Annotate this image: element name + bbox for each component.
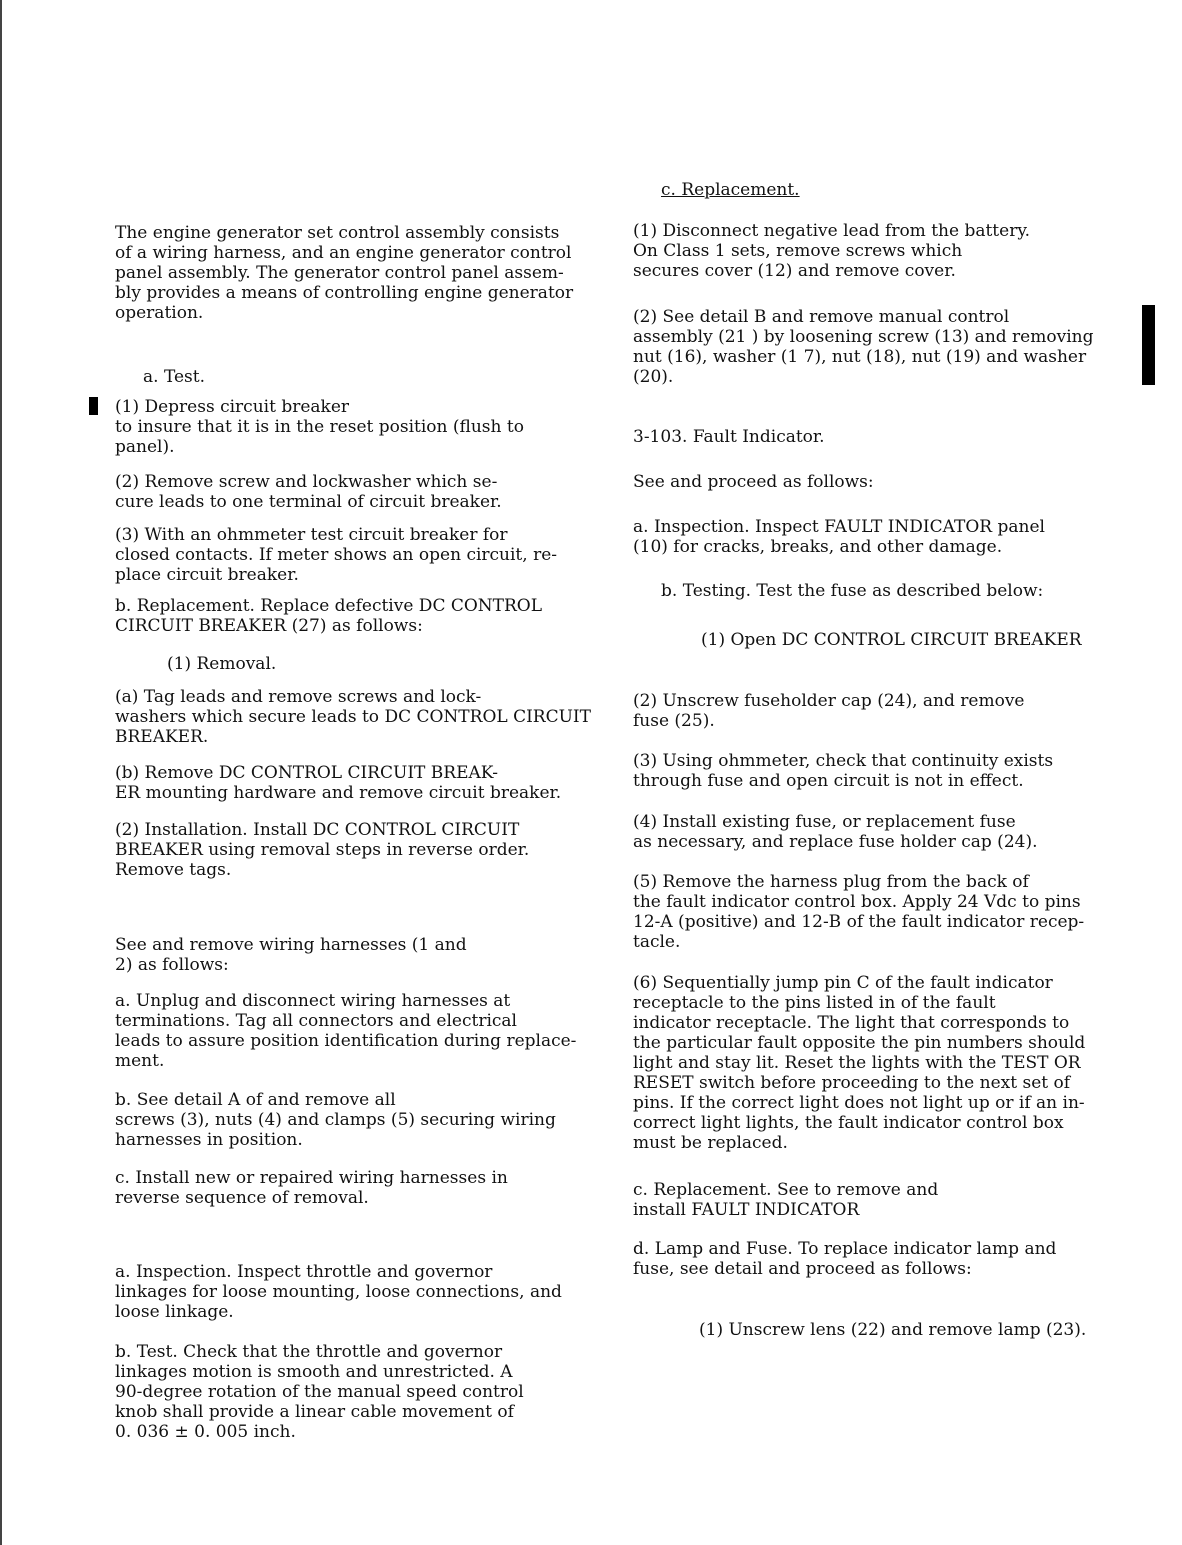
fault-step-6: (6) Sequentially jump pin C of the fault indicator receptacle to the pins listed in of the fault indicator receptacle. The light that corresponds to the particular fault opposite the pin numbers should light and stay lit. Reset the lights with the TEST OR RESET switch before proceeding to the next set of pins. If the correct light does not light up or if an in- correct light lights, the fault indicator control box must be replaced. <box>633 973 1086 1153</box>
test-step-3: (3) With an ohmmeter test circuit breaker for closed contacts. If meter shows an open circuit, re- place circuit breaker. <box>115 525 557 585</box>
fault-step-3: (3) Using ohmmeter, check that continuity exists through fuse and open circuit is not in effect. <box>633 751 1054 791</box>
linkage-inspection: a. Inspection. Inspect throttle and governor linkages for loose mounting, loose connections, and loose linkage. <box>115 1262 562 1322</box>
wiring-step-c: c. Install new or repaired wiring harnesses in reverse sequence of removal. <box>115 1168 508 1208</box>
replacement-heading: c. Replacement. <box>661 180 800 200</box>
wiring-harness-intro: See and remove wiring harnesses (1 and 2) as follows: <box>115 935 467 975</box>
replacement-step-2: (2) See detail B and remove manual control assembly (21 ) by loosening screw (13) and removing nut (16), washer (1 7), nut (18), nut (19) and washer (20). <box>633 307 1094 387</box>
fault-replacement: c. Replacement. See to remove and install FAULT INDICATOR <box>633 1180 939 1220</box>
intro-paragraph: The engine generator set control assembly consists of a wiring harness, and an engine generator control panel assembly. The generator control panel assem- bly provides a means of controlling engine generator operation. <box>115 223 574 323</box>
fault-step-1: (1) Open DC CONTROL CIRCUIT BREAKER <box>701 630 1082 650</box>
fault-see-reference: See and proceed as follows: <box>633 472 874 492</box>
wiring-step-a: a. Unplug and disconnect wiring harnesses at terminations. Tag all connectors and electrical leads to assure position identification during replace- ment. <box>115 991 577 1071</box>
page-left-edge <box>0 0 2 1545</box>
removal-heading: (1) Removal. <box>167 654 277 674</box>
test-step-2: (2) Remove screw and lockwasher which se- cure leads to one terminal of circuit breaker. <box>115 472 502 512</box>
change-bar-left <box>89 397 98 415</box>
lamp-and-fuse: d. Lamp and Fuse. To replace indicator lamp and fuse, see detail and proceed as follows: <box>633 1239 1057 1279</box>
change-bar-right <box>1142 305 1155 385</box>
fault-step-2: (2) Unscrew fuseholder cap (24), and remove fuse (25). <box>633 691 1025 731</box>
test-step-1: (1) Depress circuit breaker to insure that it is in the reset position (flush to panel). <box>115 397 524 457</box>
fault-step-4: (4) Install existing fuse, or replacement fuse as necessary, and replace fuse holder cap (24). <box>633 812 1038 852</box>
lamp-step-1: (1) Unscrew lens (22) and remove lamp (23). <box>699 1320 1087 1340</box>
removal-step-a: (a) Tag leads and remove screws and lock- washers which secure leads to DC CONTROL CIRCUIT BREAKER. <box>115 687 591 747</box>
removal-step-b: (b) Remove DC CONTROL CIRCUIT BREAK- ER mounting hardware and remove circuit breaker. <box>115 763 562 803</box>
fault-inspection: a. Inspection. Inspect FAULT INDICATOR panel (10) for cracks, breaks, and other damage. <box>633 517 1045 557</box>
fault-testing: b. Testing. Test the fuse as described below: <box>661 581 1044 601</box>
linkage-test: b. Test. Check that the throttle and governor linkages motion is smooth and unrestricted. A 90-degree rotation of the manual speed control knob shall provide a linear cable movement of 0. 036 ± 0. 005 inch. <box>115 1342 524 1442</box>
replacement-paragraph: b. Replacement. Replace defective DC CONTROL CIRCUIT BREAKER (27) as follows: <box>115 596 543 636</box>
installation-paragraph: (2) Installation. Install DC CONTROL CIRCUIT BREAKER using removal steps in reverse order. Remove tags. <box>115 820 530 880</box>
replacement-step-1: (1) Disconnect negative lead from the battery. On Class 1 sets, remove screws which secures cover (12) and remove cover. <box>633 221 1031 281</box>
section-title-fault-indicator: 3-103. Fault Indicator. <box>633 427 825 447</box>
wiring-step-b: b. See detail A of and remove all screws (3), nuts (4) and clamps (5) securing wiring harnesses in position. <box>115 1090 556 1150</box>
test-heading: a. Test. <box>143 367 205 387</box>
fault-step-5: (5) Remove the harness plug from the back of the fault indicator control box. Apply 24 Vdc to pins 12-A (positive) and 12-B of the fault indicator recep- tacle. <box>633 872 1085 952</box>
